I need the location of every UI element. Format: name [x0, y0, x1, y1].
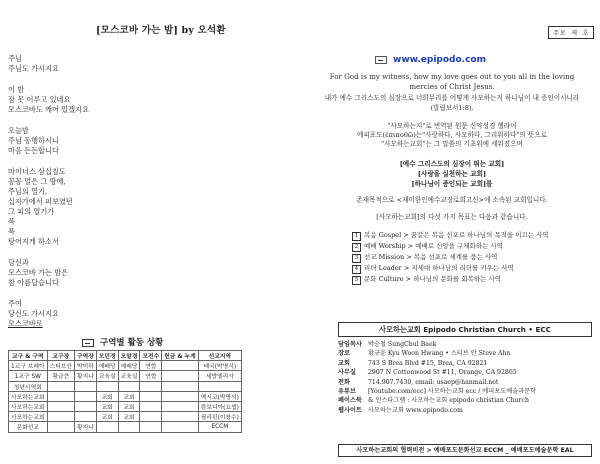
- table-cell: 황금큰: [47, 371, 74, 381]
- step-text: 선교 Mission > 복음 선포로 세계를 품는 사역: [364, 253, 498, 261]
- table-cell: [162, 401, 199, 411]
- motto-3: [하나님이 증인되는 교회]를: [411, 180, 493, 188]
- vision-bar: 사모하는교회의 협력비전 > 예배포도문화선교 ECCM _ 예배포도예술문학 EAL: [338, 444, 592, 457]
- goal-steps: [352, 230, 552, 285]
- table-cell: [47, 422, 74, 432]
- table-cell: [75, 401, 97, 411]
- poem-line: 주님도 가시지요: [8, 64, 59, 73]
- poem-line: 당신도 가시지요: [8, 309, 59, 318]
- memo-icon: [375, 56, 387, 64]
- table-cell: 사모하는교회: [9, 391, 48, 401]
- info-key: 페이스북: [338, 397, 362, 405]
- info-value: & 인스타그램 : 사모하는교회 epipodo christian Church: [368, 397, 529, 405]
- motto-2: [사랑을 실천하는 교회]: [417, 170, 487, 178]
- ministry-header-cell: 모던경: [96, 351, 118, 361]
- step-number: 5: [352, 276, 361, 285]
- table-cell: 1교구 SW: [9, 371, 48, 381]
- poem-line: 푹: [8, 217, 15, 226]
- table-cell: [47, 401, 74, 411]
- table-cell: [75, 381, 97, 391]
- table-cell: 1교구 브레아: [9, 361, 48, 371]
- poem-stanza: [8, 167, 258, 247]
- motto-4: 존재목적으로 <재미한인예수교장로회고신>에 소속된 교회입니다.: [356, 196, 548, 204]
- table-cell: 예배당: [96, 361, 118, 371]
- info-key: 유튜브: [338, 388, 356, 396]
- poem-title: [모스코바 가는 밤] by 오석환: [96, 25, 226, 36]
- poem-line: 꽁꽁 얼은 그 땅에,: [8, 177, 66, 186]
- table-cell: [162, 391, 199, 401]
- table-cell: 연합: [140, 371, 162, 381]
- info-row: [338, 378, 596, 387]
- website-heading[interactable]: [375, 55, 486, 65]
- table-row: [9, 412, 242, 422]
- table-cell: [75, 391, 97, 401]
- info-key: 웹사이트: [338, 406, 362, 414]
- poem-line: 주님: [8, 54, 22, 63]
- info-row: [338, 387, 596, 396]
- info-row: [338, 396, 596, 405]
- info-row: [338, 349, 596, 358]
- ministry-table: [8, 350, 242, 433]
- info-row: [338, 368, 596, 377]
- table-cell: [198, 381, 241, 391]
- table-row: [9, 401, 242, 411]
- info-key: 교회: [338, 359, 350, 367]
- poem-line: 십자가에서 피보였던: [8, 197, 73, 206]
- table-cell: [47, 381, 74, 391]
- table-cell: 예배당: [118, 361, 140, 371]
- info-key: 사무실: [338, 369, 356, 377]
- right-page: [300, 0, 600, 464]
- goal-step: [352, 252, 552, 263]
- table-cell: 교회: [118, 391, 140, 401]
- greek-note-1: "사모하는지"로 번역된 원문 신약성경 헬라어: [387, 122, 517, 130]
- motto-1: [예수 그리스도의 심장이 뛰는 교회]: [399, 160, 505, 168]
- table-cell: 캄보디아(요셉): [198, 401, 241, 411]
- table-cell: 태국(박명식): [198, 361, 241, 371]
- info-row: [338, 406, 596, 415]
- table-row: [9, 422, 242, 432]
- table-cell: 교회: [96, 391, 118, 401]
- table-row: [9, 371, 242, 381]
- table-cell: 사모하는교회: [9, 401, 48, 411]
- table-cell: 교육실: [96, 371, 118, 381]
- info-value: 황규윤 Kyu Woon Hwang • 스티브 안 Steve Ahn: [368, 350, 511, 358]
- step-text: 예배 Worship > 예배로 신앙을 구체화하는 사역: [364, 242, 504, 250]
- greek-note-2: 에피포도(ἐπιποθῶ)는"사랑하다, 사모하다, 그리워하다"의 뜻으로: [357, 131, 547, 139]
- church-name-bar: 사모하는교회 Epipodo Christian Church • ECC: [338, 322, 592, 337]
- table-cell: [162, 412, 199, 422]
- ministry-title: [82, 336, 163, 348]
- info-value: 714.907.7430, email: usaep@hanmail.net: [368, 378, 499, 386]
- goal-step: [352, 230, 552, 241]
- step-number: 1: [352, 232, 361, 241]
- poem-stanza: [8, 85, 258, 115]
- table-cell: [47, 412, 74, 422]
- table-cell: [140, 391, 162, 401]
- memo-icon: [82, 339, 94, 347]
- table-cell: 교회: [118, 401, 140, 411]
- table-cell: [96, 422, 118, 432]
- info-key: 전화: [338, 378, 350, 386]
- ministry-header-cell: 구역장: [75, 351, 97, 361]
- step-number: 3: [352, 254, 361, 263]
- table-cell: 교회: [118, 412, 140, 422]
- verse-english: For God is my witness, how my love goes out to you all in the loving mercies of Christ Jesus.: [329, 72, 575, 91]
- info-value: 743 S Brea Blvd #15, Brea, CA 92821: [368, 359, 488, 367]
- table-cell: 황지나: [75, 371, 97, 381]
- bulletin-number-tag: 주보 제 호: [548, 26, 594, 39]
- table-cell: 문화선교: [9, 422, 48, 432]
- poem-line: 주여: [8, 299, 22, 308]
- table-row: [9, 381, 242, 391]
- step-text: 복음 Gospel > 꿈같은 복음 선포로 하나님의 목적을 이끄는 사역: [364, 231, 549, 239]
- table-cell: 교회: [96, 401, 118, 411]
- table-cell: [118, 422, 140, 432]
- poem-line: 이 밤: [8, 85, 25, 94]
- ministry-header-cell: 교구장: [47, 351, 74, 361]
- church-info: [338, 340, 596, 415]
- poem-line: 모스코바도 깨어 있겠지요: [8, 105, 89, 114]
- info-value: 2907 N Cottonwood St #11, Orange, CA 92865: [368, 369, 517, 377]
- poem-stanza: [8, 54, 258, 74]
- verse-korean: 내가 예수 그리스도의 심장으로 너희무리를 어떻게 사모하는지 하나님이 내 증인이시니라(빌립보서1:8).: [324, 94, 580, 112]
- poem-line: 오늘밤: [8, 126, 29, 135]
- poem-line: 주님의 열기,: [8, 187, 48, 196]
- table-cell: [118, 381, 140, 391]
- poem-line: 마이너스 삼십칠도: [8, 167, 66, 176]
- table-cell: [162, 381, 199, 391]
- table-cell: 청년사역회: [9, 381, 48, 391]
- table-cell: 박미하: [75, 361, 97, 371]
- goal-step: [352, 241, 552, 252]
- table-cell: 사모하는교회: [9, 412, 48, 422]
- table-row: [9, 361, 242, 371]
- poem: [8, 54, 258, 340]
- table-cell: 멕시코(박명석): [198, 391, 241, 401]
- ministry-header-cell: 모말경: [118, 351, 140, 361]
- ministry-title-text: 구역별 활동 상황: [100, 338, 164, 348]
- table-cell: [140, 401, 162, 411]
- steps-intro: [사모하는교회]의 다섯 가지 목표는 다음과 같습니다.: [376, 213, 528, 221]
- ministry-header-row: [9, 351, 242, 361]
- table-row: [9, 391, 242, 401]
- info-value: 박승철 SungChul Baek: [368, 341, 437, 348]
- ministry-header-cell: 모전수: [140, 351, 162, 361]
- table-cell: [96, 381, 118, 391]
- info-key: 담임목사: [338, 341, 362, 348]
- step-number: 2: [352, 243, 361, 252]
- info-value: [Youtube.com/ecc] 사모하는교회 ecc / 에피포도예술과문학: [368, 388, 537, 396]
- info-row: [338, 340, 596, 349]
- table-cell: ECCM: [198, 422, 241, 432]
- table-cell: 스티브안: [47, 361, 74, 371]
- greek-note-3: "사모하는교회"는 그 말씀의 기초위에 세워졌으며: [381, 140, 523, 148]
- poem-stanza: [8, 258, 258, 288]
- table-cell: 황지나: [75, 422, 97, 432]
- table-cell: [47, 391, 74, 401]
- table-cell: 교회: [96, 412, 118, 422]
- goal-step: [352, 263, 552, 274]
- info-key: 장로: [338, 350, 350, 358]
- table-cell: [162, 371, 199, 381]
- poem-stanza: [8, 126, 258, 156]
- poem-line: 주님 동행하시니: [8, 136, 59, 145]
- poem-line: 푹: [8, 227, 15, 236]
- step-text: 문화 Culture > 하나님의 문화를 회복하는 사역: [364, 275, 502, 283]
- poem-line: 그 피의 열기가: [8, 207, 55, 216]
- poem-line: 모스코바로: [8, 319, 43, 328]
- goal-step: [352, 274, 552, 285]
- poem-line: 참 아름답습니다: [8, 278, 59, 287]
- table-cell: [162, 422, 199, 432]
- poem-line: 모스코바 가는 밤은: [8, 268, 69, 277]
- table-cell: [75, 412, 97, 422]
- table-cell: [140, 412, 162, 422]
- table-cell: [140, 381, 162, 391]
- table-cell: 연합: [140, 361, 162, 371]
- poem-stanza: [8, 299, 258, 329]
- table-cell: 교육실: [118, 371, 140, 381]
- poem-line: 당신과: [8, 258, 29, 267]
- poem-line: 잠 못 이루고 있네요: [8, 95, 71, 104]
- info-row: [338, 359, 596, 368]
- step-number: 4: [352, 265, 361, 274]
- table-cell: 세방엘리사: [198, 371, 241, 381]
- website-link[interactable]: www.epipodo.com: [393, 55, 486, 65]
- ministry-header-cell: 선교지역: [198, 351, 241, 361]
- table-cell: [140, 422, 162, 432]
- poem-line: 탕어지게 하소서: [8, 237, 59, 246]
- poem-line: 마음 든든합니다: [8, 146, 59, 155]
- table-cell: [162, 361, 199, 371]
- step-text: 리더 Leader > 지세대 하나님의 리더를 키우는 사역: [364, 264, 514, 272]
- ministry-header-cell: 헌금 & 누계: [162, 351, 199, 361]
- ministry-header-cell: 교구 & 구역: [9, 351, 48, 361]
- info-value: 사모하는교회 www.epipodo.com: [368, 406, 463, 414]
- table-cell: 필리핀(이창수): [198, 412, 241, 422]
